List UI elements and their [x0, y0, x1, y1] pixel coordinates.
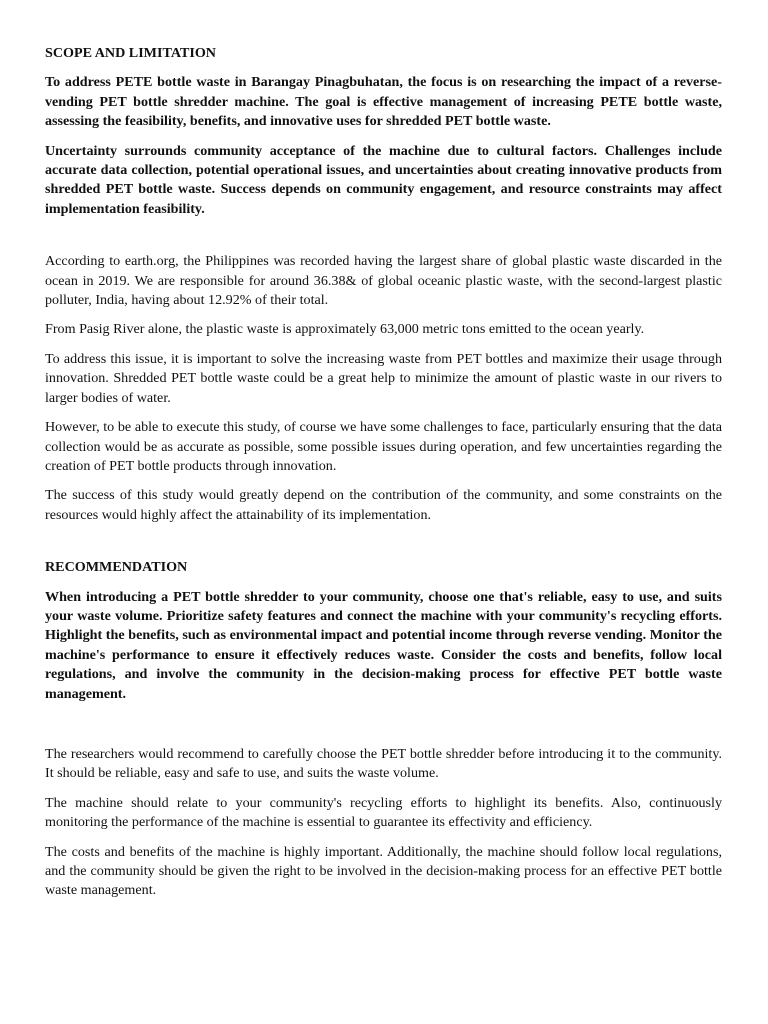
recommendation-heading: RECOMMENDATION — [45, 559, 188, 576]
recommendation-paragraph: The researchers would recommend to carefully choose the PET bottle shredder before introducing it to the community. It should be reliable, easy and safe to use, and suits the waste volume. — [45, 745, 722, 782]
scope-summary-2: Uncertainty surrounds community acceptance of the machine due to cultural factors. Challenges include accurate data collection, potential operational issues, and uncertainties about creating innovative products from shredded PET bottle waste. Success depends on community engagement, and resource constraints may affect implementation feasibility. — [45, 142, 722, 217]
recommendation-paragraph: The costs and benefits of the machine is highly important. Additionally, the machine should follow local regulations, and the community should be given the right to be involved in the decision-making process for an effective PET bottle waste management. — [45, 843, 722, 899]
recommendation-section — [45, 558, 722, 901]
document-page — [45, 44, 722, 901]
scope-section — [45, 44, 722, 525]
recommendation-paragraph: The machine should relate to your community's recycling efforts to highlight its benefits. Also, continuously monitoring the performance of the machine is essential to guarantee its effectivity and efficiency. — [45, 794, 722, 831]
scope-paragraph: However, to be able to execute this study, of course we have some challenges to face, particularly ensuring that the data collection would be as accurate as possible, some possible issues during operation, and few uncertainties regarding the creation of PET bottle products through innovation. — [45, 419, 722, 474]
scope-paragraph: To address this issue, it is important to solve the increasing waste from PET bottles and maximize their usage through innovation. Shredded PET bottle waste could be a great help to minimize the amount of plastic waste in our rivers to larger bodies of water. — [45, 350, 722, 406]
scope-paragraph: The success of this study would greatly depend on the contribution of the community, and some constraints on the resources would highly affect the attainability of its implementation. — [45, 487, 722, 523]
scope-paragraph: From Pasig River alone, the plastic waste is approximately 63,000 metric tons emitted to the ocean yearly. — [45, 321, 645, 338]
recommendation-summary: When introducing a PET bottle shredder to your community, choose one that's reliable, easy to use, and suits your waste volume. Prioritize safety features and connect the machine with your community's recycling efforts. Highlight the benefits, such as environmental impact and potential income through reverse vending. Monitor the machine's performance to ensure it effectively reduces waste. Consider the costs and benefits, follow local regulations, and involve the community in the decision-making process for effective PET bottle waste management. — [45, 588, 722, 702]
scope-heading: SCOPE AND LIMITATION — [45, 45, 216, 61]
scope-paragraph: According to earth.org, the Philippines was recorded having the largest share of global plastic waste discarded in the ocean in 2019. We are responsible for around 36.38& of global oceanic plastic waste, with the second-largest plastic polluter, India, having about 12.92% of their total. — [45, 253, 722, 309]
scope-summary-1: To address PETE bottle waste in Barangay Pinagbuhatan, the focus is on researching the impact of a reverse-vending PET bottle shredder machine. The goal is effective management of increasing PETE bottle waste, assessing the feasibility, benefits, and innovative uses for shredded PET bottle waste. — [45, 74, 722, 130]
